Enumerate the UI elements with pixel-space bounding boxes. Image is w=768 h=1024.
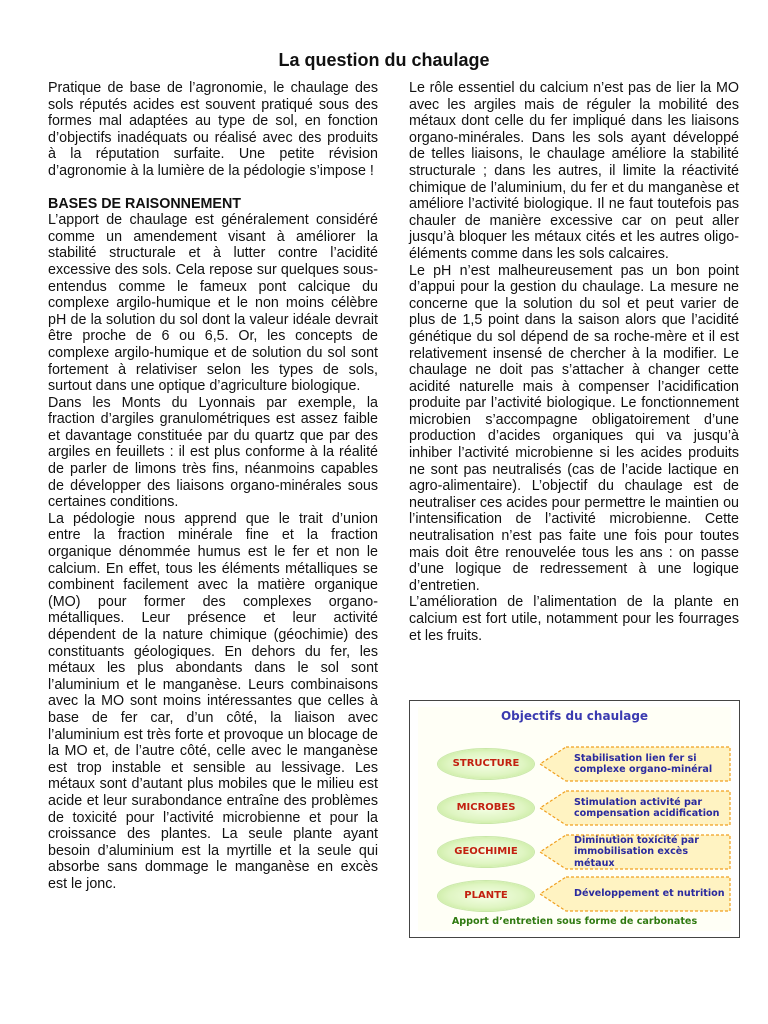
objective-text: Développement et nutrition <box>574 888 725 900</box>
objective-oval-microbes: MICROBES <box>438 793 534 823</box>
left-column <box>48 80 378 893</box>
objective-text: Stabilisation lien fer si complexe organo-minéral <box>574 752 713 775</box>
figure-footer: Apport d’entretien sous forme de carbonates <box>451 916 698 927</box>
paragraph: Dans les Monts du Lyonnais par exemple, la fraction d’argiles granulométriques est assez faible et davantage constituée par du quartz que par des argiles en feuillets : il est plus conforme à la réalité de parler de limons très fins, néanmoins capables de développer des liaisons organo-minérales sous certaines conditions. <box>48 394 378 511</box>
objectives-figure <box>409 700 740 938</box>
paragraph: Le pH n’est malheureusement pas un bon point d’appui pour la gestion du chaulage. La mesure ne concerne que la solution du sol et peut varier de plus de 1,5 point dans la saison alors que l’acidité génétique du sol dépend de sa roche-mère et il est relativement insensé de chercher à la modifier. Le chaulage ne doit pas s’attacher à changer cette acidité naturelle mais à compenser l’acidification produite par l’activité biologique. Le fonctionnement microbien s’accompagne obligatoirement d’une production d’acides organiques qui va jusqu’à inhiber l’activité microbienne si les acides produits ne sont pas neutralisés (cas de l’acide lactique en agro-alimentaire). L’objectif du chaulage est de neutraliser ces acides pour permettre le maintien ou l’intensification de l’activité microbienne. Cette neutralisation n’est pas faite une fois pour toutes mais doit être renouvelée tous les ans : on passe d’une logique de redressement à une logique d’entretien. <box>409 262 739 594</box>
objective-arrow-plante <box>536 875 732 913</box>
objective-arrow-structure <box>536 745 732 783</box>
figure-panel <box>418 707 731 931</box>
section-heading: BASES DE RAISONNEMENT <box>48 195 242 212</box>
paragraph: Le rôle essentiel du calcium n’est pas de lier la MO avec les argiles mais de réguler la mobilité des métaux dont celle du fer impliqué dans les liaisons organo-minérales. Dans les sols ayant développé de telles liaisons, le chaulage améliore la stabilité structurale ; dans les autres, il limite la réactivité chimique de l’aluminium, du fer et du manganèse et améliore l’activité biologique. Il ne faut toutefois pas chauler de manière excessive car on peut aller jusqu’à bloquer les métaux cités et les autres oligo-éléments comme dans les sols calcaires. <box>409 80 739 262</box>
right-column <box>409 80 739 644</box>
paragraph: L’amélioration de l’alimentation de la plante en calcium est fort utile, notamment pour les fourrages et les fruits. <box>409 594 739 644</box>
objective-text: Stimulation activité par compensation acidification <box>574 796 720 819</box>
figure-title: Objectifs du chaulage <box>500 709 649 723</box>
objective-arrow-microbes <box>536 789 732 827</box>
intro-paragraph: Pratique de base de l’agronomie, le chaulage des sols réputés acides est souvent pratiqué sous des formes mal adaptées au type de sol, en fonction d’objectifs inadéquats ou réalisé avec des produits à la réputation surfaite. Une petite révision d’agronomie à la lumière de la pédologie s’impose ! <box>48 80 378 179</box>
objective-arrow-geochimie <box>536 833 732 871</box>
paragraph: L’apport de chaulage est généralement considéré comme un amendement visant à améliorer la stabilité structurale et à lutter contre l’acidité excessive des sols. Cela repose sur quelques sous-entendus comme le fameux pont calcique du complexe argilo-humique et le non moins célèbre pH de la solution du sol dont la valeur idéale devrait être proche de 6 ou 6,5. Or, les concepts de complexe argilo-humique et de solution du sol sont fortement à relativiser selon les types de sols, surtout dans une optique d’agriculture biologique. <box>48 212 378 395</box>
objective-oval-plante: PLANTE <box>438 881 534 911</box>
paragraph: La pédologie nous apprend que le trait d’union entre la fraction minérale fine et la fraction organique dénommée humus est le fer et non le calcium. En effet, tous les éléments métalliques se combinent facilement avec la matière organique (MO) pour former des complexes organo-métalliques. Leur présence et leur activité dépendent de la nature chimique (géochimie) des constituants géologiques. En dehors du fer, les métaux les plus abondants dans le sol sont l’aluminium et le manganèse. Leurs combinaisons avec la MO sont moins intéressantes que celles à base de fer car, d’un côté, la liaison avec l’aluminium est très forte et provoque un blocage de la MO et, de l’autre côté, celle avec le manganèse est trop instable et sensible au lessivage. Les métaux sont d’autant plus mobiles que le milieu est acide et leur surabondance entraîne des problèmes de toxicité pour l’activité microbienne et pour la croissance des plantes. La seule plante ayant besoin d’aluminium est la myrtille et la seule qui absorbe sans dommage le manganèse en excès est le jonc. <box>48 510 378 892</box>
objective-oval-geochimie: GEOCHIMIE <box>438 837 534 867</box>
objective-text: Diminution toxicité par immobilisation excès métaux <box>574 834 699 869</box>
page-title: La question du chaulage <box>278 50 490 70</box>
objective-oval-structure: STRUCTURE <box>438 749 534 779</box>
